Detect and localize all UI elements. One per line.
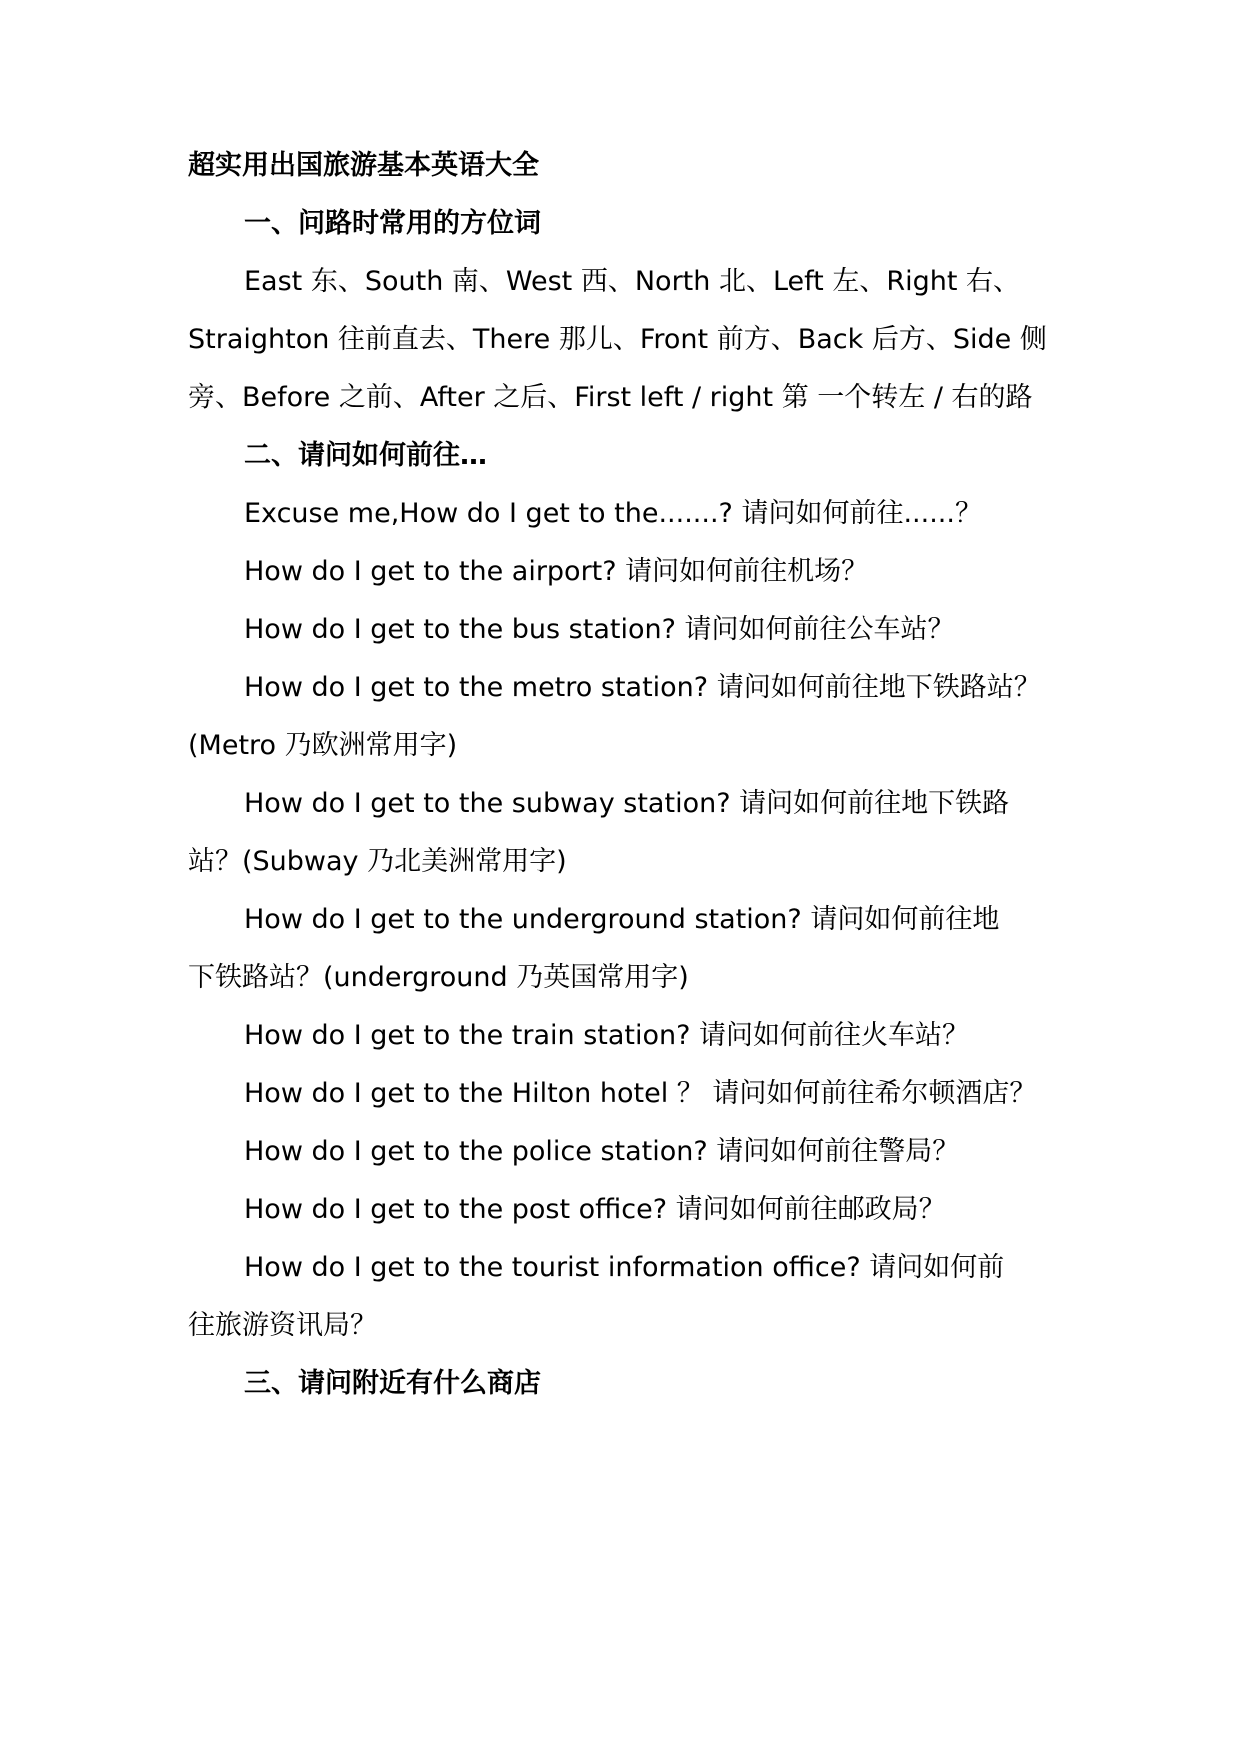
document-title: 超实用出国旅游基本英语大全 <box>188 150 539 181</box>
paragraph-line: East 东、South 南、West 西、North 北、Left 左、Right 右、 <box>244 266 1021 297</box>
paragraph-line: How do I get to the bus station? 请问如何前往公车站？ <box>244 614 955 645</box>
paragraph-line: (Metro 乃欧洲常用字) <box>188 730 458 761</box>
section-heading-directions: 一、问路时常用的方位词 <box>244 208 541 239</box>
paragraph-line: How do I get to the train station? 请问如何前往火车站？ <box>244 1020 970 1051</box>
paragraph-line: How do I get to the police station? 请问如何前往警局？ <box>244 1136 960 1167</box>
paragraph-line: 旁、Before 之前、After 之后、First left / right 第 一个转左 / 右的路 <box>188 382 1033 413</box>
paragraph-line: 下铁路站？(underground 乃英国常用字) <box>188 962 689 993</box>
section-heading-how-to-get: 二、请问如何前往… <box>244 440 487 471</box>
paragraph-line: How do I get to the subway station? 请问如何前往地下铁路 <box>244 788 1010 819</box>
section-heading-nearby-shops: 三、请问附近有什么商店 <box>244 1368 541 1399</box>
paragraph-line: 往旅游资讯局？ <box>188 1310 377 1341</box>
paragraph-line: How do I get to the tourist information office? 请问如何前 <box>244 1252 1005 1283</box>
paragraph-line: 站？(Subway 乃北美洲常用字) <box>188 846 567 877</box>
paragraph-line: How do I get to the metro station? 请问如何前往地下铁路站？ <box>244 672 1041 703</box>
paragraph-line: How do I get to the underground station? 请问如何前往地 <box>244 904 1000 935</box>
paragraph-line: Straighton 往前直去、There 那儿、Front 前方、Back 后方、Side 侧 <box>188 324 1047 355</box>
paragraph-line: How do I get to the post office? 请问如何前往邮政局？ <box>244 1194 946 1225</box>
paragraph-line: Excuse me,How do I get to the.......? 请问如何前往......？ <box>244 498 982 529</box>
paragraph-line: How do I get to the Hilton hotel ？ 请问如何前往希尔顿酒店？ <box>244 1078 1037 1109</box>
paragraph-line: How do I get to the airport? 请问如何前往机场？ <box>244 556 869 587</box>
